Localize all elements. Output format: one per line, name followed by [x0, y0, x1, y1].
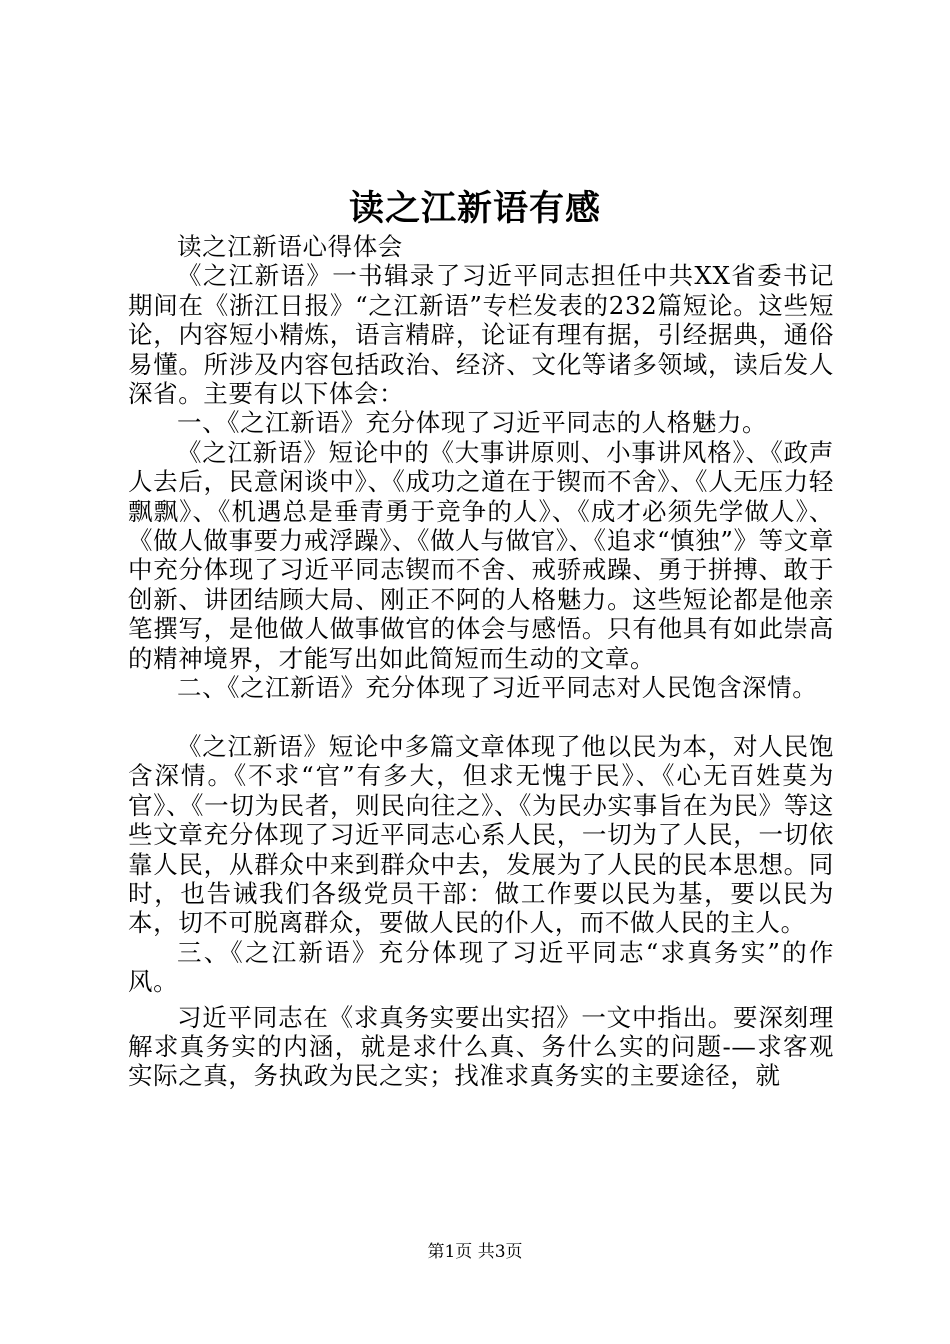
document-body — [128, 232, 834, 1091]
paragraph-body-one: 《之江新语》短论中的《大事讲原则、小事讲风格》、《政声人去后，民意闲谈中》、《成功之道在于锲而不舍》、《人无压力轻飘飘》、《机遇总是垂青勇于竞争的人》、《成才必须先学做人》、《做人做事要力戒浮躁》、《做人与做官》、《追求“慎独”》等文章中充分体现了习近平同志锲而不舍、戒骄戒躁、勇于拼搏、敢于创新、讲团结顾大局、刚正不阿的人格魅力。这些短论都是他亲笔撰写，是他做人做事做官的体会与感悟。只有他具有如此崇高的精神境界，才能写出如此简短而生动的文章。 — [128, 437, 834, 673]
page-number-footer: 第1页 共3页 — [427, 1242, 523, 1262]
paragraph-body-two: 《之江新语》短论中多篇文章体现了他以民为本，对人民饱含深情。《不求“官”有多大，但求无愧于民》、《心无百姓莫为官》、《一切为民者，则民向往之》、《为民办实事旨在为民》等这些文章充分体现了习近平同志心系人民，一切为了人民，一切依靠人民，从群众中来到群众中去，发展为了人民的民本思想。同时，也告诫我们各级党员干部：做工作要以民为基，要以民为本，切不可脱离群众，要做人民的仆人，而不做人民的主人。 — [128, 731, 834, 938]
paragraph-heading-one: 一、《之江新语》充分体现了习近平同志的人格魅力。 — [177, 408, 768, 438]
paragraph-subtitle: 读之江新语心得体会 — [177, 232, 403, 261]
paragraph-body-three: 习近平同志在《求真务实要出实招》一文中指出。要深刻理解求真务实的内涵，就是求什么真、务什么实的问题-—求客观实际之真，务执政为民之实；找准求真务实的主要途径，就 — [128, 1002, 834, 1091]
paragraph-heading-two: 二、《之江新语》充分体现了习近平同志对人民饱含深情。 — [177, 673, 818, 703]
document-title: 读之江新语有感 — [348, 188, 601, 229]
paragraph-heading-three: 三、《之江新语》充分体现了习近平同志“求真务实”的作风。 — [128, 937, 834, 997]
paragraph-intro: 《之江新语》一书辑录了习近平同志担任中共XX省委书记期间在《浙江日报》“之江新语”专栏发表的232篇短论。这些短论，内容短小精炼，语言精辟，论证有理有据，引经据典，通俗易懂。所涉及内容包括政治、经济、文化等诸多领域，读后发人深省。主要有以下体会： — [128, 261, 834, 409]
